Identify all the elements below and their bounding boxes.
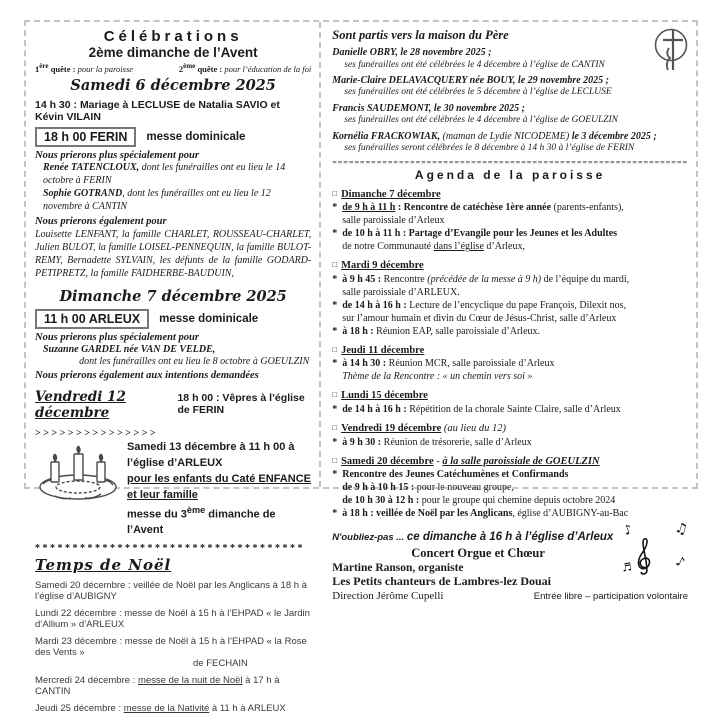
text-run: de 14 h à 16 h : (342, 299, 410, 311)
item-marker (332, 286, 342, 299)
music-note-glyph: ♪ (672, 554, 687, 572)
text-run: Kornélia FRACKOWIAK, (332, 130, 443, 142)
text-run: pour le groupe qui chemine depuis octobre 2024 (421, 495, 616, 507)
item-marker: * (332, 436, 338, 448)
text-run: Lundi 22 décembre : messe de Noël à 15 h à l’EHPAD « le Jardin d’Allium » d’ARLEUX (35, 608, 310, 631)
text-run: Réunion EAP, salle paroissiale d’Arleux. (376, 325, 541, 337)
text-run: à 9 h 30 : (342, 436, 384, 448)
agenda-day (332, 344, 688, 384)
text-run: Réunion de trésorerie, salle d’Arleux (383, 436, 532, 448)
text-run: à 18 h : (342, 325, 377, 337)
cross-in-circle-icon (648, 26, 692, 84)
text-run: messe de la nuit de Noël (137, 675, 243, 687)
friday-12-date: Vendredi 12 décembre (35, 388, 126, 421)
text-run: messe de la Nativité (123, 703, 210, 714)
text-run: le 3 décembre 2025 ; (569, 130, 657, 142)
item-marker: * (332, 202, 338, 214)
text-run: à la salle paroissiale de GOEULZIN (442, 455, 600, 467)
children-mass-line1: Samedi 13 décembre à 11 h 00 à l’église d’ARLEUX (127, 440, 295, 469)
day-bullet-icon: □ (332, 390, 338, 400)
item-marker: * (332, 299, 338, 311)
text-run: Réunion MCR, salle paroissiale d’Arleux (388, 358, 555, 370)
text-run: Mardi 23 décembre : messe de Noël à 15 h à l’EHPAD « la Rose des Vents » (35, 636, 307, 659)
text-run: de FECHAIN (193, 658, 248, 670)
text-run: salle paroissiale d’Arleux (342, 215, 445, 227)
day-bullet-icon: □ (332, 344, 338, 354)
text-run: Sophie GOTRAND (43, 187, 123, 199)
advent-subtitle: 2ème dimanche de l’Avent (88, 45, 258, 60)
agenda-item-text (342, 403, 688, 416)
text-run: dont les funérailles ont eu lieu le 14 octobre à FERIN (43, 161, 286, 186)
reminder-main: ce dimanche à 16 h à l’église d’Arleux (406, 531, 614, 544)
agenda-item-line (332, 227, 688, 240)
music-note-glyph: ♪ (621, 522, 635, 540)
choir-line: Les Petits chanteurs de Lambres-lez Douai (332, 574, 552, 589)
text-run: Samedi 20 décembre : veillée de Noël par les Anglicans à 18 h à l’église d’AUBIGNY (35, 580, 307, 603)
quete-2 (179, 62, 311, 74)
children-mass-block (35, 440, 311, 539)
christmas-schedule-item (35, 675, 311, 697)
agenda-item-line (332, 436, 688, 449)
agenda-item-line (332, 240, 688, 253)
text-run: Vendredi 19 décembre (341, 423, 442, 435)
agenda-item-text (342, 494, 688, 507)
advent-wreath-icon (35, 440, 121, 502)
christmas-schedule-item (35, 658, 311, 669)
pray-also-title: Nous prierons également pour (35, 215, 167, 227)
agenda-item-line (332, 273, 688, 286)
concert-footer (332, 520, 690, 603)
agenda-item-text (342, 227, 688, 240)
agenda-item-text (342, 481, 688, 494)
vespers-event: 18 h 00 : Vêpres à l’église de FERIN (177, 391, 305, 416)
entry-free-line: Entrée libre – participation volontaire (533, 591, 688, 603)
item-marker (332, 481, 342, 494)
friday-12-row (35, 389, 311, 421)
agenda-item-line (332, 214, 688, 227)
text-run: (précédée de la messe à 9 h) (427, 273, 542, 285)
item-marker: * (332, 404, 338, 416)
text-run: à 18 h : veillée de Noël par les Anglicans (342, 508, 513, 520)
agenda-day-title (332, 455, 688, 469)
departed-name (332, 103, 688, 116)
funeral-detail: ses funérailles seront célébrées le 8 décembre à 14 h 30 à l’église de FERIN (344, 143, 635, 154)
text-run: Répétition de la chorale Sainte Claire, salle d’Arleux (409, 404, 621, 416)
item-marker: * (332, 358, 338, 370)
text-run: : Rencontre de catéchèse 1ère année (395, 202, 552, 214)
text-run: de notre Communauté (342, 241, 434, 253)
text-run: Jeudi 25 décembre : (35, 703, 124, 714)
mass-time-row-arleux (35, 309, 311, 329)
christmas-schedule-list (35, 580, 311, 714)
quete-1 (35, 62, 133, 74)
text-run: de 14 h à 16 h : (342, 404, 410, 416)
agenda-item-text (342, 357, 688, 370)
text-run: Lundi 15 décembre (341, 390, 428, 402)
departed-entry (332, 131, 688, 155)
departed-name (332, 131, 688, 144)
item-marker (332, 312, 342, 325)
celebrations-title: Célébrations (103, 28, 243, 45)
agenda-day-title (332, 188, 688, 202)
quete-2-label: 2ème quête : (178, 62, 223, 74)
agenda-item-line (332, 357, 688, 370)
funeral-detail: ses funérailles ont été célébrées le 4 décembre à l’église de CANTIN (344, 59, 605, 70)
text-run: de l’équipe du mardi, (541, 273, 630, 285)
mass-time-box-arleux: 11 h 00 ARLEUX (35, 309, 149, 329)
children-mass-line3: messe du 3ème dimanche de l’Avent (127, 504, 276, 537)
text-run: Lecture de l’encyclique du pape François, Dilexit nos, (409, 299, 627, 311)
text-run: , église d’AUBIGNY-au-Bac (512, 508, 629, 520)
agenda-item-text (342, 370, 688, 383)
pray-special-title-2: Nous prierons plus spécialement pour (35, 331, 199, 343)
agenda-item-text (342, 507, 688, 520)
text-run: de 10 h à 11 h : Partage d’Evangile pour les Jeunes et les Adultes (342, 228, 618, 240)
agenda-item-text (342, 201, 688, 214)
agenda-item-line (332, 286, 688, 299)
agenda-item-line (332, 507, 688, 520)
music-notes-icon (620, 520, 690, 599)
families-paragraph: Louisette LENFANT, la famille CHARLET, ROUSSEAU-CHARLET, Julien BULOT, la famille LOISEL-PENNEQUIN, la famille BULOT-REMY, Bernadette SYLVAIN, les défunts de la famille GODARD-PETIPRETZ, la famille FAIDHERBE-BAUDUIN, (35, 228, 312, 279)
prayer-line (35, 161, 311, 187)
direction-line: Direction Jérôme Cupelli (332, 590, 444, 603)
wedding-line: 14 h 30 : Mariage à LECLUSE de Natalia SAVIO et Kévin VILAIN (35, 98, 280, 123)
mass-type-label: messe dominicale (146, 130, 246, 143)
day-bullet-icon: □ (332, 188, 338, 198)
agenda-item-line (332, 299, 688, 312)
text-run: à 11 h à ARLEUX (209, 703, 286, 714)
funeral-detail: ses funérailles ont été célébrées le 5 décembre à l’église de LECLUSE (344, 87, 612, 98)
reminder-prefix: N'oubliez-pas ... (332, 532, 407, 544)
agenda-item-line (332, 370, 688, 383)
text-run: Dimanche 7 décembre (341, 188, 441, 200)
departed-name (332, 75, 688, 88)
agenda-item-line (332, 468, 688, 481)
agenda-day (332, 389, 688, 416)
music-note-glyph: ♬ (620, 560, 633, 576)
departed-entries (332, 47, 688, 155)
concert-title: Concert Orgue et Chœur (411, 546, 545, 561)
agenda-day (332, 259, 688, 338)
mass-time-row-ferin (35, 127, 311, 147)
agenda-days (332, 188, 688, 521)
parish-column (321, 22, 696, 603)
text-run: de 9 h à 11 h (342, 202, 396, 214)
text-run: (maman de Lydie NICODEME) (442, 130, 570, 142)
text-run: dans l’église (433, 241, 484, 253)
agenda-item-text (342, 273, 688, 286)
item-marker: * (332, 325, 338, 337)
agenda-item-text (342, 286, 688, 299)
agenda-day (332, 188, 688, 254)
item-marker (332, 370, 342, 383)
agenda-heading: Agenda de la paroisse (414, 167, 606, 182)
chevron-separator: >>>>>>>>>>>>>>> (35, 427, 158, 439)
agenda-day-title (332, 389, 688, 403)
text-run: sur l’amour humain et divin du Cœur de Jésus-Christ, salle d’Arleux (342, 312, 617, 324)
agenda-day-title (332, 344, 688, 358)
children-mass-line2: pour les enfants du Caté ENFANCE et leur famille (127, 472, 311, 501)
agenda-item-text (342, 299, 688, 312)
saturday-6-heading: Samedi 6 décembre 2025 (70, 76, 276, 94)
text-run: Renée TATENCLOUX, (43, 161, 140, 173)
item-marker: * (332, 469, 338, 481)
music-note-glyph: ♫ (673, 520, 690, 539)
christmas-schedule-item (35, 608, 311, 630)
agenda-item-line (332, 312, 688, 325)
text-run: à 9 h 45 : (342, 273, 384, 285)
text-run: de 10 h 30 à 12 h : (342, 495, 422, 507)
agenda-day (332, 422, 688, 449)
funeral-detail: ses funérailles ont été célébrées le 4 décembre à l’église de GOEULZIN (344, 115, 619, 126)
text-run: , dont les funérailles ont eu lieu le 12 novembre à CANTIN (43, 187, 271, 212)
agenda-day-title (332, 259, 688, 273)
quete-2-value: pour l’éducation de la foi (222, 63, 312, 74)
agenda-item-text (342, 214, 688, 227)
item-marker (332, 494, 342, 507)
agenda-item-text (342, 325, 688, 338)
agenda-item-line (332, 481, 688, 494)
celebrations-column (26, 22, 321, 714)
pray-special-title: Nous prierons plus spécialement pour (35, 149, 199, 161)
departed-entry (332, 47, 688, 71)
text-run: Rencontre des Jeunes Catéchumènes et Confirmands (342, 469, 569, 481)
quete-1-label: 1ère quête : (35, 62, 76, 74)
quete-row (35, 62, 311, 74)
children-mass-text (127, 440, 311, 539)
text-run: Danielle OBRY, le 28 novembre 2025 ; (332, 47, 492, 58)
day-bullet-icon: □ (332, 455, 338, 465)
text-run: de 9 h à 10 h 15 : (342, 482, 417, 494)
sunday-7-heading: Dimanche 7 décembre 2025 (59, 287, 287, 305)
agenda-item-text (342, 240, 688, 253)
text-run: Samedi 20 décembre (341, 455, 434, 467)
text-run: Thème de la Rencontre : « un chemin vers soi » (342, 371, 533, 383)
quete-1-value: pour la paroisse (75, 63, 134, 74)
item-marker: * (332, 228, 338, 240)
text-run: Mercredi 24 décembre : (35, 675, 138, 687)
christmas-schedule-item (35, 580, 311, 602)
agenda-item-line (332, 325, 688, 338)
bulletin-sheet (24, 20, 698, 714)
agenda-day (332, 455, 688, 521)
christmas-schedule-item (35, 636, 311, 658)
text-run: salle paroissiale d’ARLEUX. (342, 286, 460, 298)
text-run: pour le nouveau groupe, (416, 482, 514, 494)
christmas-schedule-item (35, 703, 311, 714)
funeral-detail-gardel: dont les funérailles ont eu lieu le 8 octobre à GOEULZIN (79, 355, 310, 367)
mass-time-box-ferin: 18 h 00 FERIN (35, 127, 136, 147)
text-run: d’Arleux, (483, 241, 525, 253)
equals-separator: ================================================================ (332, 157, 688, 167)
text-run: Mardi 9 décembre (341, 260, 424, 272)
prayer-line (35, 187, 311, 213)
item-marker (332, 240, 342, 253)
agenda-item-text (342, 312, 688, 325)
organist-line: Martine Ranson, organiste (332, 562, 464, 575)
agenda-item-line (332, 201, 688, 214)
text-run: Jeudi 11 décembre (341, 344, 425, 356)
star-separator: * * * * * * * * * * * * * * * * * * * * * * * * * * * * * * * * * * * * (35, 543, 303, 555)
departed-heading: Sont partis vers la maison du Père (332, 28, 509, 42)
agenda-day-title (332, 422, 688, 436)
pray-special-list (35, 161, 311, 213)
text-run: (parents-enfants), (551, 202, 624, 214)
text-run: à 17 h à CANTIN (35, 675, 280, 698)
deceased-name-gardel: Suzanne GARDEL née VAN DE VELDE, (43, 343, 216, 355)
agenda-item-text (342, 436, 688, 449)
text-run: à 14 h 30 : (342, 358, 389, 370)
departed-entry (332, 75, 688, 99)
text-run: Marie-Claire DELAVACQUERY née BOUY, le 29 novembre 2025 ; (332, 74, 610, 86)
text-run: (au lieu du 12) (441, 423, 506, 435)
departed-name (332, 47, 688, 60)
agenda-item-line (332, 494, 688, 507)
item-marker: * (332, 508, 338, 520)
christmas-season-heading: Temps de Noël (35, 556, 172, 575)
item-marker: * (332, 273, 338, 285)
agenda-item-line (332, 403, 688, 416)
departed-entry (332, 103, 688, 127)
text-run: Francis SAUDEMONT, le 30 novembre 2025 ; (332, 102, 525, 114)
text-run: - (433, 455, 443, 467)
agenda-item-text (342, 468, 688, 481)
day-bullet-icon: □ (332, 423, 338, 433)
text-run: Rencontre (383, 273, 428, 285)
intentions-line: Nous prierons également aux intentions demandées (35, 369, 259, 381)
item-marker (332, 214, 342, 227)
day-bullet-icon: □ (332, 260, 338, 270)
mass-type-label: messe dominicale (159, 312, 259, 325)
